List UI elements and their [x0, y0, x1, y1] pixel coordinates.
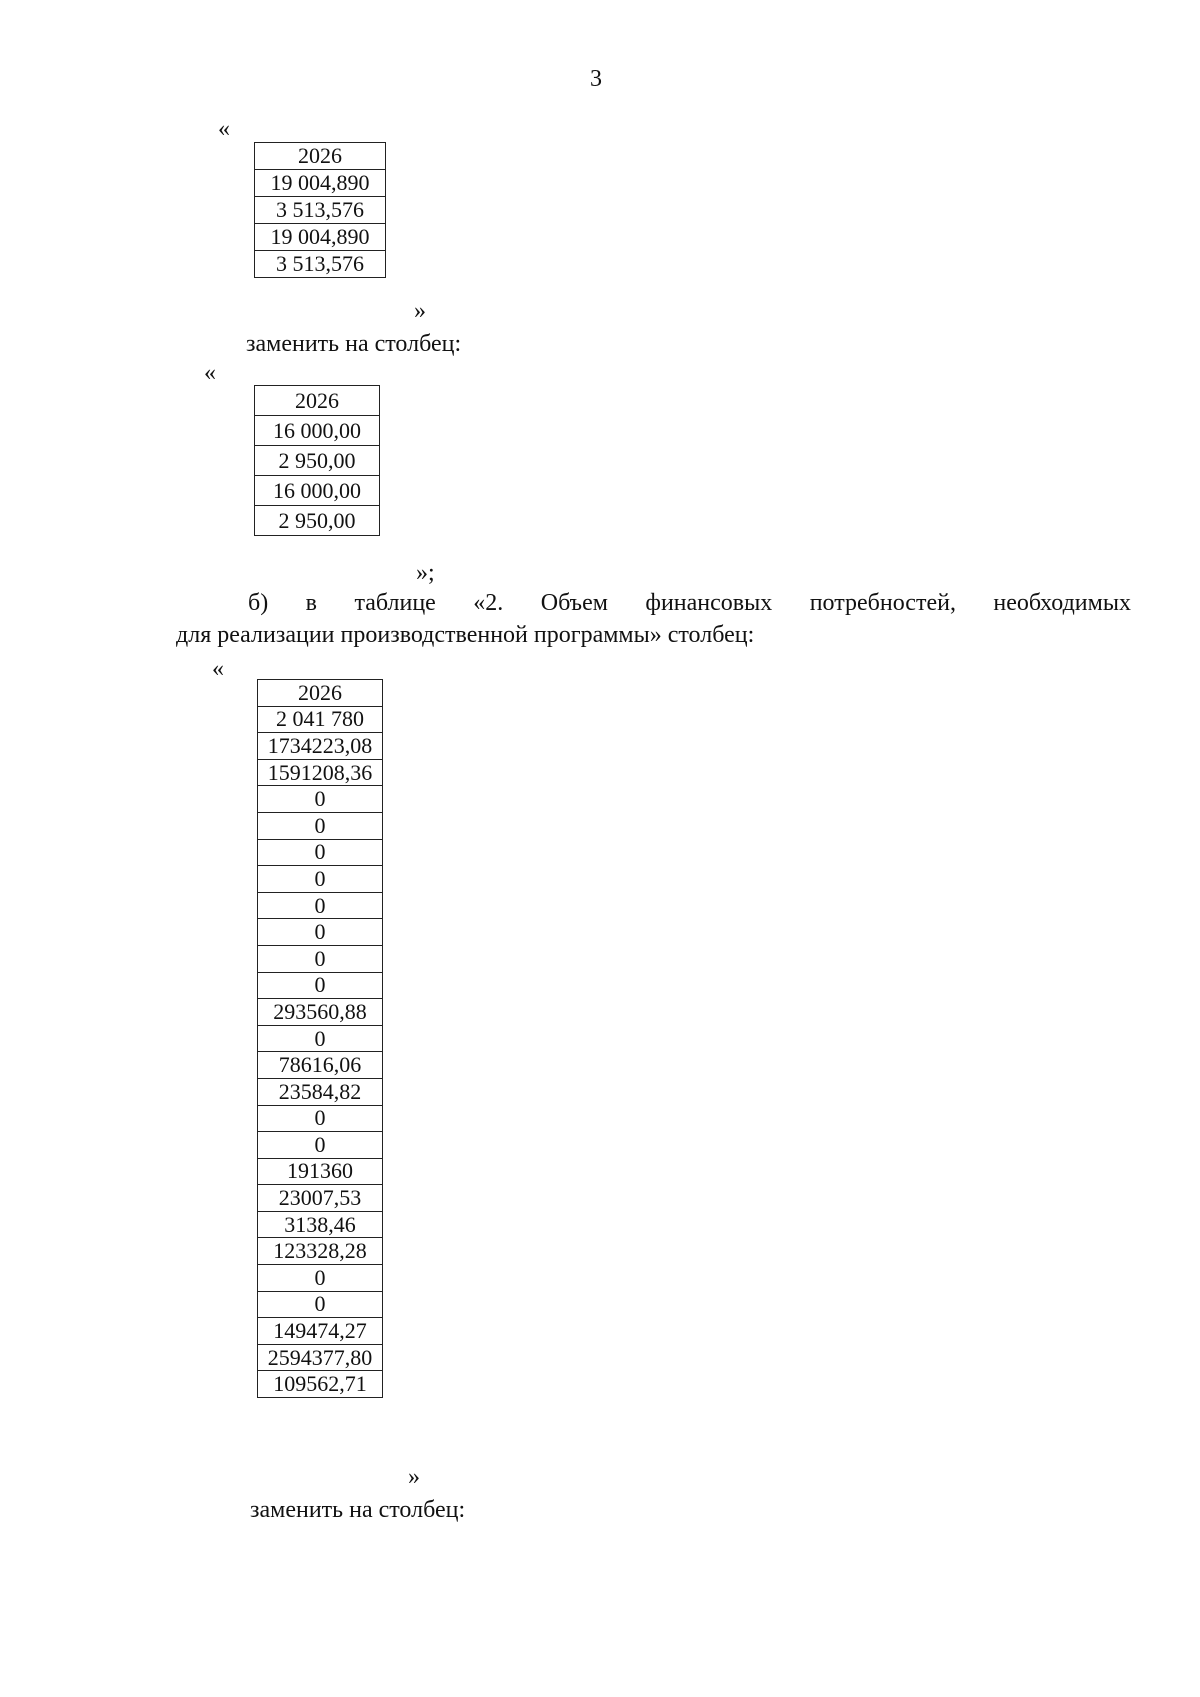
table-row: [255, 170, 386, 197]
table-cell: 19 004,890: [255, 224, 386, 251]
table-row: [258, 1318, 383, 1345]
table-row: [258, 999, 383, 1026]
table-header-cell: 2026: [258, 680, 383, 707]
table-cell: 3138,46: [258, 1211, 383, 1238]
table-cell: 0: [258, 866, 383, 893]
table-row: [258, 866, 383, 893]
table-cell: 16 000,00: [255, 476, 380, 506]
table-row: [255, 416, 380, 446]
paragraph-b-word: Объем: [540, 590, 608, 616]
table-row: [255, 143, 386, 170]
table-row: [258, 1158, 383, 1185]
table-row: [258, 945, 383, 972]
table-cell: 3 513,576: [255, 197, 386, 224]
paragraph-b-word: в: [305, 590, 317, 616]
table-row: [258, 1132, 383, 1159]
table-row: [258, 1025, 383, 1052]
table-cell: 0: [258, 839, 383, 866]
paragraph-b: [176, 587, 1131, 651]
table-original-column-2: [257, 679, 383, 1398]
table-row: [258, 706, 383, 733]
table-cell: 109562,71: [258, 1371, 383, 1398]
page-number: 3: [590, 66, 602, 92]
table-row: [255, 476, 380, 506]
close-quote: »: [414, 298, 426, 324]
table-row: [258, 733, 383, 760]
table-cell: 19 004,890: [255, 170, 386, 197]
table-row: [258, 892, 383, 919]
table-cell: 123328,28: [258, 1238, 383, 1265]
table-header-cell: 2026: [255, 386, 380, 416]
table-cell: 0: [258, 812, 383, 839]
table-cell: 0: [258, 972, 383, 999]
table-cell: 2 950,00: [255, 446, 380, 476]
table-cell: 2 950,00: [255, 506, 380, 536]
table-cell: 78616,06: [258, 1052, 383, 1079]
table-cell: 0: [258, 1291, 383, 1318]
table-row: [255, 251, 386, 278]
table-row: [258, 759, 383, 786]
table-cell: 0: [258, 786, 383, 813]
table-replacement-column-1: [254, 385, 380, 536]
paragraph-b-line2: для реализации производственной программы» столбец:: [176, 622, 755, 648]
table-cell: 0: [258, 892, 383, 919]
table-header-cell: 2026: [255, 143, 386, 170]
replace-instruction: заменить на столбец:: [246, 331, 462, 357]
table-original-column-1: [254, 142, 386, 278]
table-cell: 23007,53: [258, 1185, 383, 1212]
table-row: [258, 1211, 383, 1238]
table-cell: 1734223,08: [258, 733, 383, 760]
paragraph-b-word: необходимых: [993, 590, 1131, 616]
table-row: [258, 786, 383, 813]
table-cell: 1591208,36: [258, 759, 383, 786]
table-row: [255, 386, 380, 416]
open-quote: «: [204, 360, 216, 386]
table-row: [255, 197, 386, 224]
table-cell: 0: [258, 919, 383, 946]
table-row: [258, 839, 383, 866]
table-row: [258, 1078, 383, 1105]
table-cell: 23584,82: [258, 1078, 383, 1105]
table-row: [258, 919, 383, 946]
replace-instruction: заменить на столбец:: [250, 1497, 466, 1523]
table-row: [255, 224, 386, 251]
table-cell: 3 513,576: [255, 251, 386, 278]
table-cell: 16 000,00: [255, 416, 380, 446]
table-row: [258, 680, 383, 707]
paragraph-b-word: таблице: [354, 590, 436, 616]
table-cell: 2 041 780: [258, 706, 383, 733]
table-row: [258, 1052, 383, 1079]
paragraph-b-word: «2.: [473, 590, 504, 616]
table-cell: 0: [258, 1132, 383, 1159]
table-cell: 0: [258, 1025, 383, 1052]
table-row: [258, 1344, 383, 1371]
table-cell: 191360: [258, 1158, 383, 1185]
paragraph-b-word: потребностей,: [809, 590, 956, 616]
open-quote: «: [212, 656, 224, 682]
close-quote: »: [408, 1464, 420, 1490]
table-cell: 0: [258, 1105, 383, 1132]
table-row: [258, 1238, 383, 1265]
table-cell: 293560,88: [258, 999, 383, 1026]
paragraph-b-word: финансовых: [645, 590, 773, 616]
table-row: [258, 1265, 383, 1292]
close-quote-semicolon: »;: [416, 560, 435, 586]
table-cell: 0: [258, 945, 383, 972]
table-row: [258, 1185, 383, 1212]
table-row: [258, 972, 383, 999]
paragraph-b-word: б): [248, 590, 269, 616]
table-row: [258, 812, 383, 839]
table-cell: 149474,27: [258, 1318, 383, 1345]
table-row: [258, 1371, 383, 1398]
table-row: [258, 1291, 383, 1318]
open-quote: «: [218, 116, 230, 142]
table-cell: 2594377,80: [258, 1344, 383, 1371]
table-row: [255, 506, 380, 536]
table-row: [255, 446, 380, 476]
table-cell: 0: [258, 1265, 383, 1292]
table-row: [258, 1105, 383, 1132]
